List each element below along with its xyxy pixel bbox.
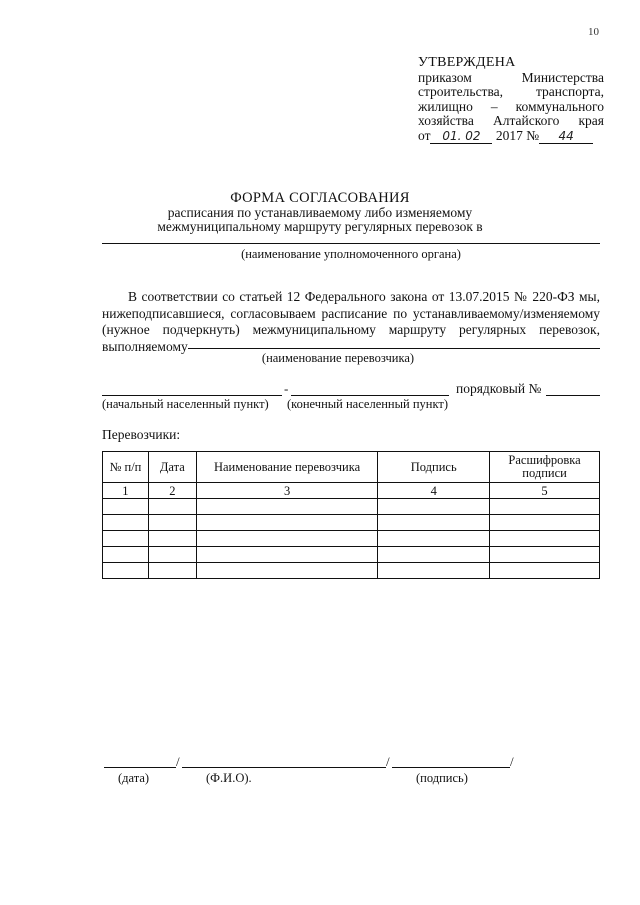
table-cell[interactable] [196,531,378,547]
table-cell: 5 [490,483,600,499]
carrier-caption: (наименование перевозчика) [261,351,415,365]
end-point-caption: (конечный населенный пункт) [287,397,448,411]
table-cell: 4 [378,483,490,499]
signature-slash: / [176,754,180,769]
table-cell: 2 [148,483,196,499]
table-cell[interactable] [490,547,600,563]
authority-name-line [102,243,600,244]
table-cell[interactable] [490,531,600,547]
table-row [103,547,600,563]
signature-caption: (подпись) [416,771,468,785]
table-cell[interactable] [490,515,600,531]
carrier-name-line [188,348,600,349]
header-number: № п/п [103,452,149,483]
date-line [104,767,176,768]
approval-line: приказом Министерства [418,69,604,85]
signature-slash: / [386,754,390,769]
table-cell[interactable] [148,515,196,531]
table-header-row [103,452,600,483]
carriers-table [102,451,600,579]
table-cell[interactable] [103,531,149,547]
table-cell[interactable] [148,563,196,579]
table-row [103,563,600,579]
start-point-line [102,395,282,396]
form-title: ФОРМА СОГЛАСОВАНИЯ [230,190,410,206]
form-subtitle-line: расписания по устанавливаемому либо изменяемому [167,205,473,220]
serial-number-line [546,395,600,396]
paragraph-line: нижеподписавшиеся, согласовываем расписание по устанавливаемому/изменяемому [102,305,600,321]
table-cell: 1 [103,483,149,499]
table-numbering-row [103,483,600,499]
approval-number-sign: № [526,127,540,143]
header-carrier-name: Наименование перевозчика [196,452,378,483]
agreement-paragraph [102,289,600,355]
full-name-line [182,767,386,768]
table-cell[interactable] [490,563,600,579]
header-signature: Подпись [378,452,490,483]
table-cell[interactable] [103,499,149,515]
approval-line: хозяйства Алтайского края [418,113,604,128]
approval-date-line [418,129,604,144]
table-cell[interactable] [378,499,490,515]
table-row [103,531,600,547]
table-cell[interactable] [103,515,149,531]
paragraph-last-prefix: выполняемому [102,338,188,354]
table-cell[interactable] [196,515,378,531]
paragraph-line: (нужное подчеркнуть) межмуниципальному маршруту регулярных перевозок, [102,322,600,337]
page-number: 10 [588,26,599,38]
serial-number-label: порядковый № [456,381,542,396]
header-signature-decoding: Расшифровка подписи [490,452,600,483]
table-cell[interactable] [490,499,600,515]
approval-date-handwritten: 01. 02 [430,130,492,144]
table-cell[interactable] [196,547,378,563]
approval-date-prefix: от [418,127,431,143]
table-cell: 3 [196,483,378,499]
table-cell[interactable] [378,531,490,547]
table-cell[interactable] [378,515,490,531]
full-name-caption: (Ф.И.О). [206,771,252,785]
start-point-caption: (начальный населенный пункт) [102,397,269,411]
approval-line: строительства, транспорта, [418,84,604,99]
signature-slash: / [510,754,514,769]
table-cell[interactable] [103,563,149,579]
approval-title: УТВЕРЖДЕНА [418,55,516,70]
date-caption: (дата) [118,771,150,785]
paragraph-line: В соответствии со статьей 12 Федерального закона от 13.07.2015 № 220-ФЗ мы, [128,289,600,304]
approval-number-handwritten: 44 [539,130,593,144]
table-cell[interactable] [378,563,490,579]
form-subtitle-line: межмуниципальному маршруту регулярных перевозок в [157,219,483,234]
signature-line [392,767,510,768]
table-cell[interactable] [196,499,378,515]
table-row [103,515,600,531]
carriers-label: Перевозчики: [102,427,181,442]
approval-year: 2017 [495,127,523,143]
end-point-line [291,395,449,396]
route-dash: - [284,381,289,396]
approval-stamp [418,56,604,144]
table-cell[interactable] [103,547,149,563]
authority-caption: (наименование уполномоченного органа) [241,247,461,261]
table-cell[interactable] [148,531,196,547]
table-cell[interactable] [378,547,490,563]
table-cell[interactable] [148,499,196,515]
table-cell[interactable] [148,547,196,563]
table-row [103,499,600,515]
table-cell[interactable] [196,563,378,579]
header-date: Дата [148,452,196,483]
approval-line: жилищно – коммунального [418,98,604,114]
